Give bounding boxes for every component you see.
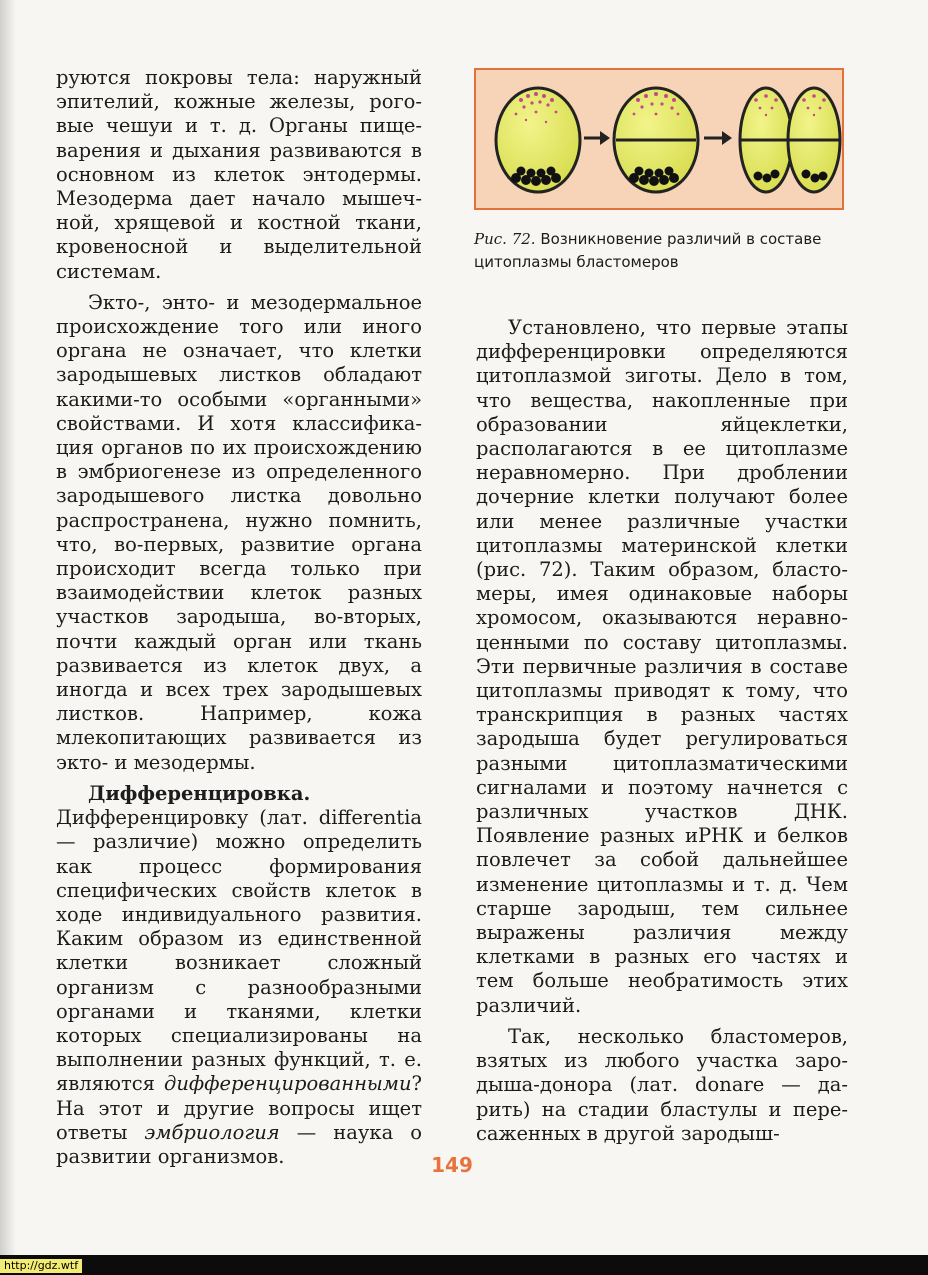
paragraph-3-text-b: ? На этот и другие вопросы ищет ответы <box>56 1072 422 1144</box>
left-paragraph-3 <box>56 782 422 1169</box>
left-paragraph-2: Экто-, энто- и мезодермальное происхождение того или иного органа не означает, что клетки зародышевых листков обладают какими-то особыми «органными» свойствами. И хотя классификация органов по их происхождению в эмбриогенезе из определенного зародышевого листка довольно распространена, нужно помнить, что, во-первых, развитие органа происходит всегда только при взаимодействии клеток разных участков зародыша, во-вторых, почти каждый орган или ткань развивается из клеток двух, а иногда и всех трех зародышевых листков. Например, кожа млекопитающих развивается из экто- и мезодермы. <box>56 290 422 774</box>
zygote-cell <box>496 88 580 192</box>
right-paragraph-1: Установлено, что первые этапы дифференцировки определяются цитоплазмой зиготы. Дело в том, что вещества, накопленные при образовании яйцеклетки, располагаются в ее цитоплазме неравномерно. При дроблении дочерние клетки получают более или менее различные участки цитоплазмы материнской клетки (рис. 72). Таким образом, бластомеры, имея одинаковые наборы хромосом, оказываются неравноценными по составу цитоплазмы. Эти первичные различия в составе цитоплазмы приводят к тому, что транскрипция в разных частях зародыша будет регулироваться разными цитоплазматическими сигналами и поэтому начнется с различных участков ДНК. Появление разных иРНК и белков повлечет за собой дальнейшее изменение цитоплазмы и т. д. Чем старше зародыш, тем сильнее выражены различия между клетками в разных его частях и тем больше необратимость этих различий. <box>476 316 848 1017</box>
term-embryology: эмбриология <box>144 1120 280 1144</box>
term-differentiation: Дифференцировка. <box>88 781 311 805</box>
figure-caption-label: Рис. 72. <box>474 230 536 248</box>
figure-72 <box>474 68 844 210</box>
page-number: 149 <box>431 1153 473 1177</box>
four-cell-stage <box>740 88 840 192</box>
arrow-right-icon <box>584 131 610 145</box>
paragraph-3-text-a: Дифференцировку (лат. differentia — различие) можно определить как процесс формирования специфических свойств клеток в ходе индивидуального развития. Каким образом из единственной клетки возникает сложный организм с разнообразными органами и тканями, клетки которых специализированы на выполнении разных функций, т. е. являются <box>56 806 422 1096</box>
right-paragraph-2: Так, несколько бластомеров, взятых из любого участка зародыша-донора (лат. donare — дарить) на стадии бластулы и пересаженных в другой зародыш- <box>476 1024 848 1145</box>
right-column <box>476 316 848 1146</box>
watermark-link[interactable]: http://gdz.wtf <box>0 1259 82 1273</box>
two-cell-stage <box>614 88 698 192</box>
figure-caption-text: Возникновение различий в составе цитоплазмы бластомеров <box>474 230 822 271</box>
left-paragraph-1: руются покровы тела: наружный эпителий, кожные железы, роговые чешуи и т. д. Органы пищеварения и дыхания развиваются в основном из клеток энтодермы. Мезодерма дает начало мышечной, хрящевой и костной ткани, кровеносной и выделительной системам. <box>56 66 422 283</box>
page-edge <box>0 0 16 1275</box>
blastomere-illustration <box>476 70 842 208</box>
bottom-bar <box>0 1255 928 1275</box>
left-column <box>56 66 422 1169</box>
paragraph-3-text-c: — наука о развитии организмов. <box>56 1120 422 1168</box>
arrow-right-icon <box>704 131 732 145</box>
figure-caption <box>474 228 852 274</box>
term-differentiated: дифференцированными <box>164 1072 412 1096</box>
